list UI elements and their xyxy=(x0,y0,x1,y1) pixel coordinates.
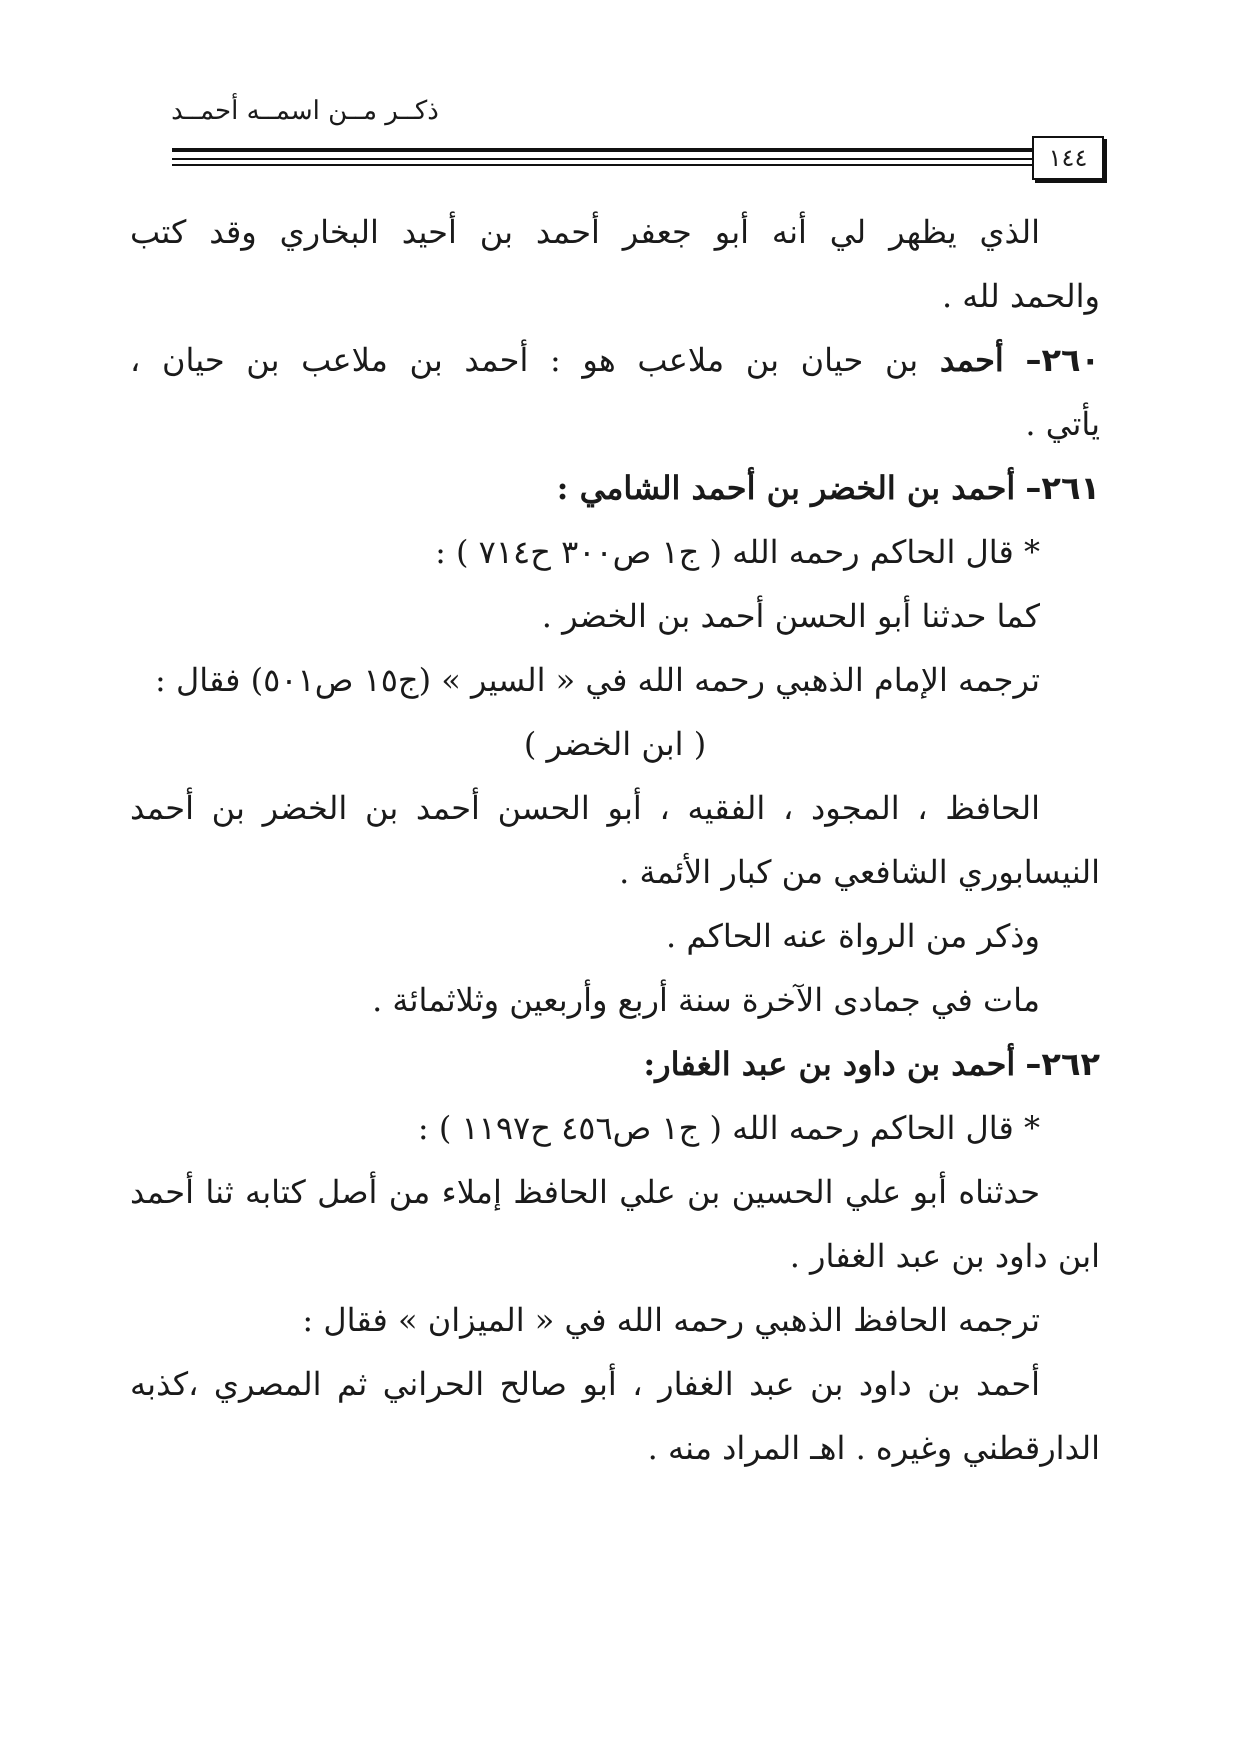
text-line: الحافظ ، المجود ، الفقيه ، أبو الحسن أحمد بن الخضر بن أحمد xyxy=(130,789,1040,827)
entry-name: أحمد بن الخضر بن أحمد الشامي : xyxy=(556,469,1016,507)
page-body xyxy=(130,200,1100,1480)
text-line: * قال الحاكم رحمه الله ( ج١ ص٣٠٠ ح٧١٤ ) : xyxy=(435,533,1040,571)
entry-name: أحمد xyxy=(939,341,1004,379)
text-line: ابن داود بن عبد الغفار . xyxy=(789,1237,1100,1275)
running-title: ذكــر مــن اسمــه أحمــد xyxy=(171,96,439,126)
text-line: النيسابوري الشافعي من كبار الأئمة . xyxy=(619,853,1100,891)
text-line: والحمد لله . xyxy=(941,277,1100,315)
text-line: ترجمه الإمام الذهبي رحمه الله في « السير » (ج١٥ ص٥٠١) فقال : xyxy=(155,661,1040,699)
text-line: الذي يظهر لي أنه أبو جعفر أحمد بن أحيد البخاري وقد كتب xyxy=(130,213,1040,251)
subheading: ( ابن الخضر ) xyxy=(523,725,707,763)
header-rule-thin-lower xyxy=(172,164,1042,166)
header-rule-thin xyxy=(172,158,1042,160)
text-line: وذكر من الرواة عنه الحاكم . xyxy=(665,917,1040,955)
entry-262-heading xyxy=(130,1032,1100,1096)
text-line: كما حدثنا أبو الحسن أحمد بن الخضر . xyxy=(541,597,1040,635)
entry-number: ٢٦١– xyxy=(1025,469,1100,507)
page-number: ١٤٤ xyxy=(1048,144,1088,172)
text-line: مات في جمادى الآخرة سنة أربع وأربعين وثلاثمائة . xyxy=(372,981,1040,1019)
entry-text: بن حيان بن ملاعب هو : أحمد بن ملاعب بن حيان ، xyxy=(130,341,919,379)
entry-name: أحمد بن داود بن عبد الغفار: xyxy=(643,1045,1016,1083)
page-number-box xyxy=(1032,136,1104,180)
text-line: * قال الحاكم رحمه الله ( ج١ ص٤٥٦ ح١١٩٧ ) : xyxy=(417,1109,1040,1147)
entry-number: ٢٦٢– xyxy=(1025,1045,1100,1083)
text-line: الدارقطني وغيره . اهـ المراد منه . xyxy=(647,1429,1100,1467)
header-rule-thick xyxy=(172,148,1042,152)
text-line: أحمد بن داود بن عبد الغفار ، أبو صالح الحراني ثم المصري ،كذبه xyxy=(130,1365,1040,1403)
text-line: يأتي . xyxy=(1025,405,1100,443)
entry-number: ٢٦٠– xyxy=(1025,341,1101,379)
entry-260-line xyxy=(130,328,1100,392)
entry-261-heading xyxy=(130,456,1100,520)
text-line: حدثناه أبو علي الحسين بن علي الحافظ إملاء من أصل كتابه ثنا أحمد xyxy=(130,1173,1040,1211)
text-line: ترجمه الحافظ الذهبي رحمه الله في « الميزان » فقال : xyxy=(302,1301,1040,1339)
